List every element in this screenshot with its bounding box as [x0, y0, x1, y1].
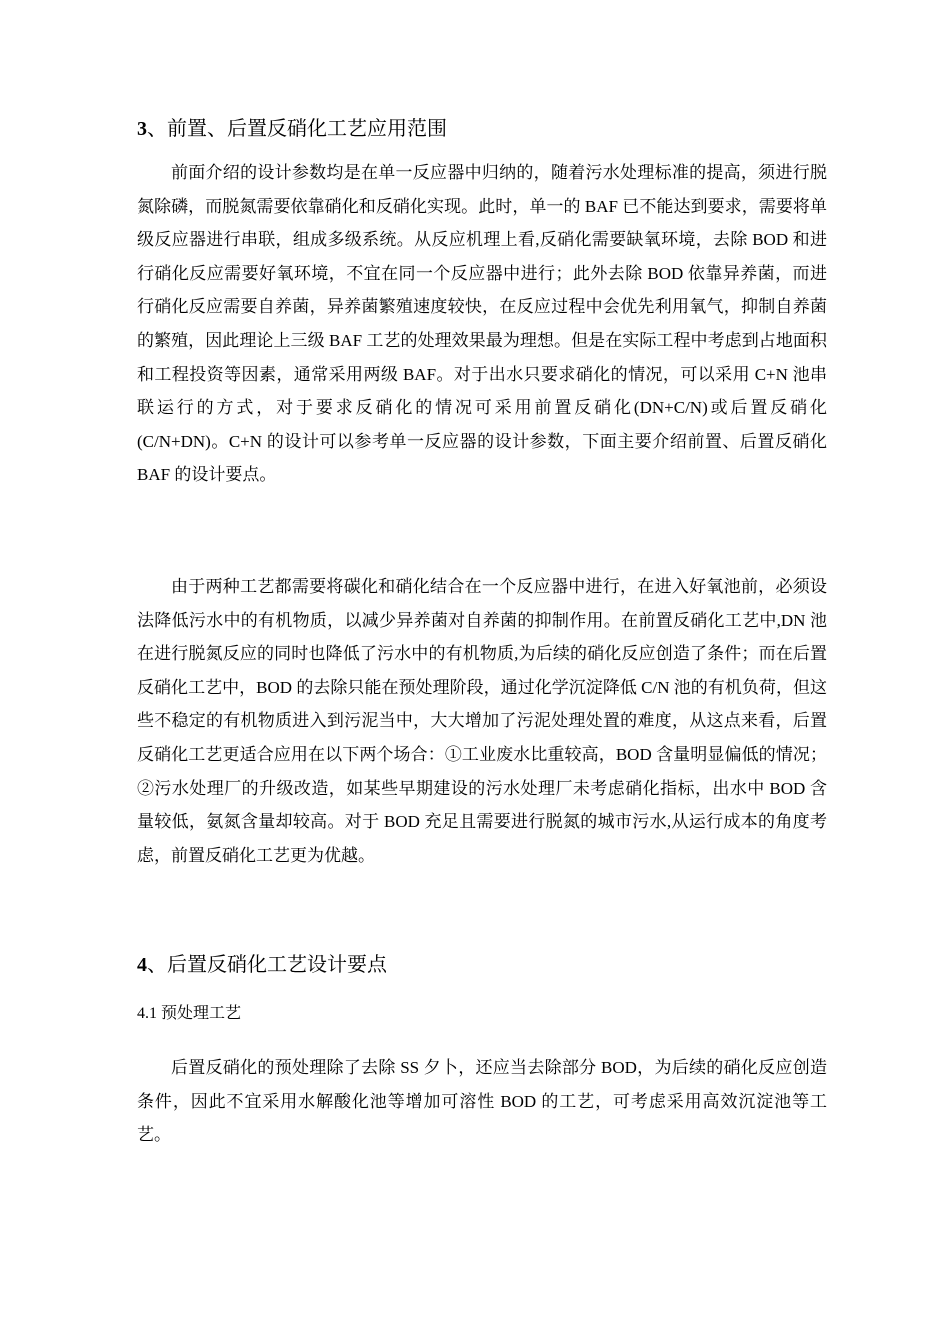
section-3-title: 、前置、后置反硝化工艺应用范围: [147, 118, 447, 140]
paragraph-design-parameters: 前面介绍的设计参数均是在单一反应器中归纳的，随着污水处理标准的提高，须进行脱氮除磷，而脱氮需要依靠硝化和反硝化实现。此时，单一的 BAF 已不能达到要求，需要将单级反应器进行串联，组成多级系统。从反应机理上看,反硝化需要缺氧环境，去除 BOD 和进行硝化反应需要好氧环境，不宜在同一个反应器中进行；此外去除 BOD 依靠异养菌，而进行硝化反应需要自养菌，异养菌繁殖速度较快，在反应过程中会优先利用氧气，抑制自养菌的繁殖，因此理论上三级 BAF 工艺的处理效果最为理想。但是在实际工程中考虑到占地面积和工程投资等因素，通常采用两级 BAF。对于出水只要求硝化的情况，可以采用 C+N 池串联运行的方式，对于要求反硝化的情况可采用前置反硝化(DN+C/N)或后置反硝化(C/N+DN)。C+N 的设计可以参考单一反应器的设计参数，下面主要介绍前置、后置反硝化 BAF 的设计要点。: [137, 163, 827, 485]
section-4-number: 4: [137, 954, 147, 976]
section-4-title: 、后置反硝化工艺设计要点: [147, 954, 387, 976]
section-3-number: 3: [137, 118, 147, 140]
paragraph-process-comparison: 由于两种工艺都需要将碳化和硝化结合在一个反应器中进行，在进入好氧池前，必须设法降低污水中的有机物质，以减少异养菌对自养菌的抑制作用。在前置反硝化工艺中,DN 池在进行脱氮反应的同时也降低了污水中的有机物质,为后续的硝化反应创造了条件；而在后置反硝化工艺中，BOD 的去除只能在预处理阶段，通过化学沉淀降低 C/N 池的有机负荷，但这些不稳定的有机物质进入到污泥当中，大大增加了污泥处理处置的难度，从这点来看，后置反硝化工艺更适合应用在以下两个场合：①工业废水比重较高，BOD 含量明显偏低的情况；②污水处理厂的升级改造，如某些早期建设的污水处理厂未考虑硝化指标，出水中 BOD 含量较低，氨氮含量却较高。对于 BOD 充足且需要进行脱氮的城市污水,从运行成本的角度考虑，前置反硝化工艺更为优越。: [137, 577, 827, 865]
section-3-heading: [137, 111, 827, 147]
paragraph-pretreatment: 后置反硝化的预处理除了去除 SS 夕卜，还应当去除部分 BOD，为后续的硝化反应创造条件，因此不宜采用水解酸化池等增加可溶性 BOD 的工艺，可考虑采用高效沉淀池等工艺。: [137, 1058, 827, 1145]
subsection-4-1-heading: 4.1 预处理工艺: [137, 1005, 242, 1022]
section-4-heading: [137, 947, 827, 983]
